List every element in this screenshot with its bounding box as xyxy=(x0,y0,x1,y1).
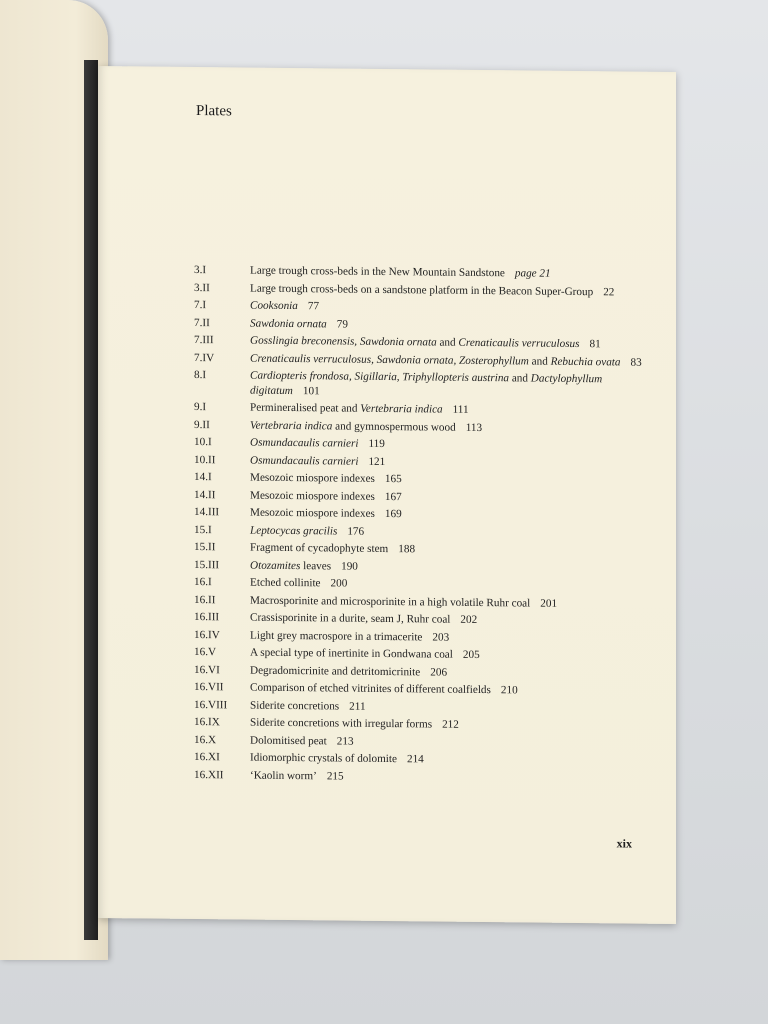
plate-entry xyxy=(194,540,654,559)
plate-caption xyxy=(250,611,654,630)
plate-caption xyxy=(250,488,654,507)
plate-caption xyxy=(250,401,654,420)
plate-caption xyxy=(250,576,654,595)
plate-caption xyxy=(250,334,654,353)
plate-entry xyxy=(194,645,654,664)
caption-fragment: Vertebraria indica xyxy=(250,419,333,432)
plate-entry xyxy=(194,680,654,699)
plate-entry xyxy=(194,628,654,647)
plate-page: page 21 xyxy=(514,267,551,280)
plate-entry xyxy=(194,558,654,577)
plate-page: 81 xyxy=(589,338,601,351)
plate-number: 16.VII xyxy=(194,681,224,694)
plate-caption xyxy=(250,751,654,770)
caption-fragment: Osmundacaulis carnieri xyxy=(250,436,359,450)
plate-entry xyxy=(194,316,654,335)
caption-fragment: Vertebraria indica xyxy=(360,402,443,416)
plate-number: 15.III xyxy=(194,558,220,571)
plate-caption xyxy=(250,768,654,787)
plate-page: 111 xyxy=(452,403,469,416)
caption-fragment: Fragment of cycadophyte stem xyxy=(250,541,389,556)
plate-number: 7.IV xyxy=(194,351,215,364)
book-page xyxy=(98,66,676,924)
plate-page: 79 xyxy=(336,318,348,331)
plate-entry xyxy=(194,470,654,489)
plate-number: 3.I xyxy=(194,264,207,277)
plate-page: 190 xyxy=(341,560,358,573)
caption-fragment: Mesozoic miospore indexes xyxy=(250,506,375,520)
plate-number: 16.I xyxy=(194,576,212,589)
plate-page: 203 xyxy=(432,631,450,644)
plate-number: 9.II xyxy=(194,418,210,431)
plate-number: 15.II xyxy=(194,541,216,554)
caption-fragment: Large trough cross-beds in the New Mountain Sandstone xyxy=(250,264,505,280)
plate-number: 7.III xyxy=(194,334,214,347)
plate-number: 16.VI xyxy=(194,663,220,676)
plate-caption xyxy=(250,264,654,283)
plate-number: 15.I xyxy=(194,523,212,536)
caption-fragment: Gosslingia breconensis, Sawdonia ornata xyxy=(250,334,437,349)
caption-fragment: Mesozoic miospore indexes xyxy=(250,489,375,503)
caption-fragment: Siderite concretions with irregular forms xyxy=(250,716,433,731)
plate-caption xyxy=(250,281,654,300)
plate-caption xyxy=(250,351,654,370)
plate-caption xyxy=(250,471,654,490)
caption-fragment: Otozamites xyxy=(250,559,301,572)
caption-fragment: Degradomicrinite and detritomicrinite xyxy=(250,664,421,678)
caption-fragment: Siderite concretions xyxy=(250,699,340,713)
plate-entry xyxy=(194,488,654,507)
plate-entry xyxy=(194,505,654,524)
plate-entry xyxy=(194,400,654,419)
caption-fragment: Idiomorphic crystals of dolomite xyxy=(250,751,397,766)
caption-fragment: A special type of inertinite in Gondwana coal xyxy=(250,646,453,661)
plate-page: 113 xyxy=(465,421,483,434)
plate-number: 14.III xyxy=(194,506,220,519)
plate-number: 7.I xyxy=(194,299,207,312)
plate-page: 200 xyxy=(330,577,348,590)
plate-page: 214 xyxy=(406,753,424,766)
plate-entry xyxy=(194,610,654,629)
plate-page: 206 xyxy=(430,665,448,679)
caption-fragment: Dactylophyllum digitatum xyxy=(250,372,603,397)
caption-fragment: Etched collinite xyxy=(250,576,321,590)
plate-entry xyxy=(194,523,654,542)
plate-page: 201 xyxy=(540,597,558,610)
caption-fragment: Macrosporinite and microsporinite in a high volatile Ruhr coal xyxy=(250,594,531,610)
plate-caption xyxy=(250,646,654,665)
plate-entry xyxy=(194,351,654,370)
caption-fragment: Sawdonia ornata xyxy=(250,317,327,330)
caption-fragment: Crassisporinite in a durite, seam J, Ruhr coal xyxy=(250,611,451,626)
caption-fragment: Light grey macrospore in a trimacerite xyxy=(250,629,423,643)
plate-number: 16.V xyxy=(194,646,217,659)
caption-fragment: and xyxy=(528,355,551,368)
plate-page: 188 xyxy=(398,543,416,556)
plates-list xyxy=(194,263,654,790)
caption-fragment: leaves xyxy=(300,559,332,572)
plate-entry xyxy=(194,281,654,300)
plate-page: 210 xyxy=(500,684,518,697)
plate-caption xyxy=(250,733,654,752)
plate-entry xyxy=(194,698,654,717)
caption-fragment: Leptocycas gracilis xyxy=(250,524,338,538)
plate-caption xyxy=(250,436,654,455)
plate-number: 16.IX xyxy=(194,716,220,729)
plate-page: 101 xyxy=(302,384,320,397)
plate-caption xyxy=(250,628,654,647)
plate-caption xyxy=(250,716,654,735)
plate-entry xyxy=(194,575,654,594)
plate-caption xyxy=(250,418,654,437)
caption-fragment: Mesozoic miospore indexes xyxy=(250,471,375,485)
book-cover-edge xyxy=(84,60,98,940)
plate-number: 16.XII xyxy=(194,768,224,781)
plate-entry xyxy=(194,768,654,787)
plate-page: 202 xyxy=(460,613,478,626)
plate-caption xyxy=(250,541,654,560)
plate-page: 215 xyxy=(326,769,344,783)
caption-fragment: Dolomitised peat xyxy=(250,734,327,747)
plate-entry xyxy=(194,435,654,454)
plate-page: 121 xyxy=(368,455,386,468)
caption-fragment: Cardiopteris frondosa, Sigillaria, Triphyllopteris austrina xyxy=(250,369,510,385)
caption-fragment: Permineralised peat and xyxy=(250,401,361,415)
caption-fragment: Rebuchia ovata xyxy=(550,355,621,368)
plate-entry xyxy=(194,418,654,437)
plate-caption xyxy=(250,698,654,717)
plate-page: 176 xyxy=(347,525,365,538)
caption-fragment: and gymnospermous wood xyxy=(332,419,456,434)
plate-caption xyxy=(250,316,654,335)
caption-fragment: Large trough cross-beds on a sandstone platform in the Beacon Super-Group xyxy=(250,282,594,298)
plate-caption xyxy=(250,299,654,318)
plate-entry xyxy=(194,715,654,734)
plate-number: 7.II xyxy=(194,316,210,329)
caption-fragment: Crenaticaulis verruculosus xyxy=(458,336,580,351)
plate-page: 77 xyxy=(307,300,320,313)
plate-number: 16.IV xyxy=(194,628,220,641)
page-title: Plates xyxy=(196,103,232,120)
plate-number: 10.I xyxy=(194,436,212,449)
plate-caption xyxy=(250,663,654,682)
caption-fragment: Osmundacaulis carnieri xyxy=(250,454,359,468)
plate-entry xyxy=(194,750,654,769)
plate-entry xyxy=(194,263,654,282)
plate-page: 165 xyxy=(384,473,402,486)
plate-caption xyxy=(250,593,654,612)
plate-entry xyxy=(194,453,654,472)
plate-page: 167 xyxy=(384,490,402,503)
plate-page: 119 xyxy=(368,437,385,451)
plate-caption xyxy=(250,523,654,542)
plate-number: 16.X xyxy=(194,733,217,746)
plate-page: 212 xyxy=(442,718,459,731)
plate-page: 211 xyxy=(349,700,366,713)
caption-fragment: Cooksonia xyxy=(250,299,298,313)
plate-entry xyxy=(194,368,654,402)
caption-fragment: and xyxy=(436,336,459,349)
plate-caption xyxy=(250,453,654,472)
plate-number: 9.I xyxy=(194,401,207,414)
plate-page: 205 xyxy=(462,648,480,661)
caption-fragment: Comparison of etched vitrinites of different coalfields xyxy=(250,681,491,697)
plate-page: 83 xyxy=(630,356,642,369)
plate-number: 3.II xyxy=(194,281,210,294)
plate-number: 8.I xyxy=(194,369,207,382)
plate-entry xyxy=(194,593,654,612)
plate-caption xyxy=(250,558,654,577)
plate-page: 22 xyxy=(603,285,615,298)
plate-caption xyxy=(250,681,654,700)
plate-number: 16.II xyxy=(194,593,216,606)
plate-entry xyxy=(194,298,654,317)
plate-page: 169 xyxy=(384,508,402,521)
caption-fragment: ‘Kaolin worm’ xyxy=(250,769,317,782)
plate-page: 213 xyxy=(336,735,354,748)
plate-number: 16.III xyxy=(194,611,220,624)
plate-number: 14.I xyxy=(194,471,212,484)
page-number: xix xyxy=(616,836,632,851)
plate-number: 16.VIII xyxy=(194,698,228,711)
caption-fragment: Crenaticaulis verruculosus, Sawdonia ornata, Zosterophyllum xyxy=(250,352,529,368)
plate-entry xyxy=(194,733,654,752)
plate-entry xyxy=(194,333,654,352)
plate-number: 16.XI xyxy=(194,751,220,764)
plate-number: 14.II xyxy=(194,488,216,501)
plate-number: 10.II xyxy=(194,453,216,466)
plate-caption xyxy=(250,369,654,402)
plate-caption xyxy=(250,506,654,525)
caption-fragment: and xyxy=(509,372,531,385)
plate-entry xyxy=(194,663,654,682)
